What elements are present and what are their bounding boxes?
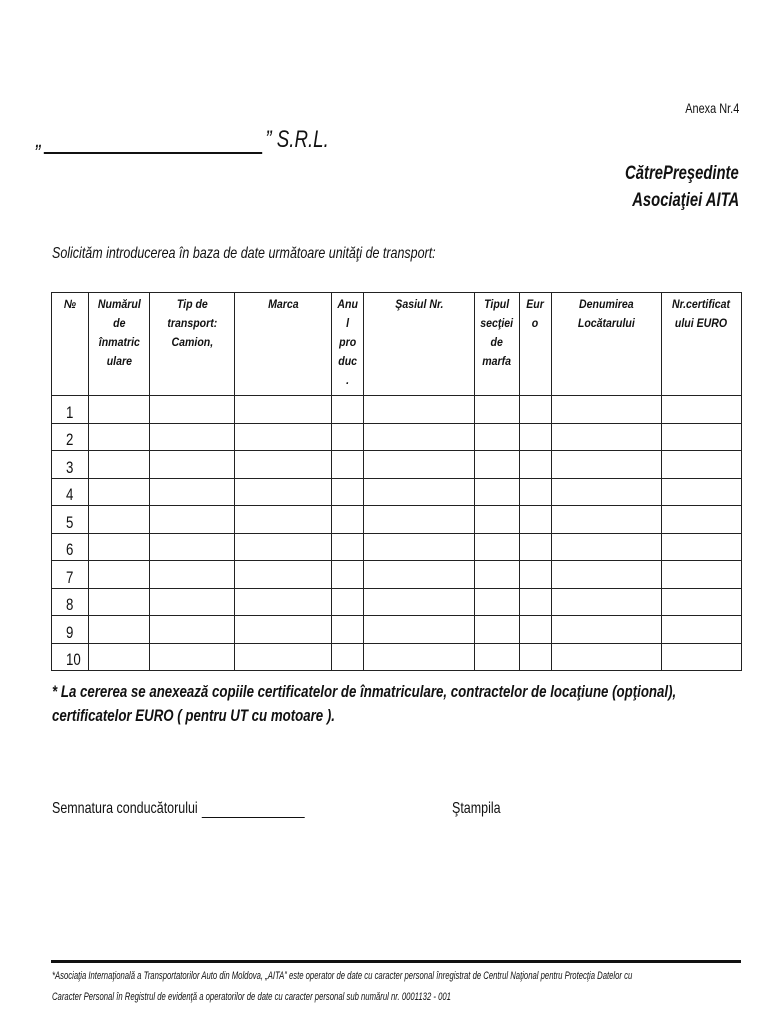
table-cell[interactable] (520, 561, 552, 589)
table-cell[interactable] (235, 533, 332, 561)
table-cell[interactable] (662, 396, 742, 424)
table-row (52, 451, 742, 479)
table-row (52, 616, 742, 644)
column-header-line: pro (338, 335, 356, 349)
table-cell[interactable] (520, 396, 552, 424)
table-cell[interactable] (364, 616, 475, 644)
table-row (52, 423, 742, 451)
table-cell[interactable] (364, 588, 475, 616)
footer-line-2: Caracter Personal în Registrul de evidenţă a operatorilor de date cu caracter personal sub numărul nr. 0001132 - 001 (52, 991, 451, 1003)
table-cell[interactable] (552, 396, 662, 424)
table-cell[interactable] (235, 588, 332, 616)
column-header-line: № (63, 297, 77, 311)
table-cell[interactable] (662, 506, 742, 534)
table-cell[interactable] (520, 506, 552, 534)
row-number: 10 (52, 643, 89, 671)
table-cell[interactable] (662, 561, 742, 589)
column-header-line: Nr.certificat (672, 297, 731, 311)
column-header-line: Şasiul Nr. (394, 297, 444, 311)
table-row (52, 643, 742, 671)
table-cell[interactable] (364, 423, 475, 451)
column-header-7 (475, 293, 520, 396)
table-cell[interactable] (89, 588, 150, 616)
table-cell[interactable] (150, 396, 235, 424)
table-cell[interactable] (150, 506, 235, 534)
table-cell[interactable] (332, 588, 364, 616)
table-cell[interactable] (475, 616, 520, 644)
table-cell[interactable] (89, 423, 150, 451)
table-cell[interactable] (150, 561, 235, 589)
column-header-line: Anu (337, 297, 358, 311)
table-cell[interactable] (520, 588, 552, 616)
intro-text: Solicităm introducerea în baza de date următoare unităţi de transport: (52, 245, 436, 262)
table-cell[interactable] (552, 478, 662, 506)
column-header-line: duc (338, 354, 357, 368)
row-number: 4 (52, 478, 89, 506)
attachment-note (52, 680, 770, 728)
table-cell[interactable] (475, 533, 520, 561)
addressee-block (593, 160, 739, 214)
table-cell[interactable] (332, 396, 364, 424)
row-number: 8 (52, 588, 89, 616)
addressee-line-2: Asociaţiei AITA (631, 190, 739, 211)
table-cell[interactable] (150, 423, 235, 451)
table-cell[interactable] (235, 643, 332, 671)
table-cell[interactable] (89, 506, 150, 534)
table-cell[interactable] (364, 533, 475, 561)
table-cell[interactable] (89, 451, 150, 479)
column-header-5 (332, 293, 364, 396)
table-cell[interactable] (332, 561, 364, 589)
table-cell[interactable] (552, 451, 662, 479)
table-cell[interactable] (475, 506, 520, 534)
signature-block (52, 800, 376, 818)
table-cell[interactable] (475, 643, 520, 671)
table-cell[interactable] (475, 451, 520, 479)
table-cell[interactable] (520, 643, 552, 671)
table-row (52, 588, 742, 616)
table-cell[interactable] (475, 588, 520, 616)
table-row (52, 533, 742, 561)
table-row (52, 506, 742, 534)
table-cell[interactable] (552, 616, 662, 644)
company-name-blank[interactable] (44, 132, 262, 154)
table-cell[interactable] (520, 616, 552, 644)
table-cell[interactable] (332, 478, 364, 506)
column-header-line: ulare (106, 354, 132, 368)
column-header-line: Tip de (176, 297, 208, 311)
column-header-line: Locătarului (578, 316, 635, 330)
table-cell[interactable] (332, 533, 364, 561)
column-header-line: de (112, 316, 126, 330)
table-header-row (52, 293, 742, 396)
table-cell[interactable] (364, 506, 475, 534)
table-cell[interactable] (150, 533, 235, 561)
column-header-line: Tipul (484, 297, 510, 311)
table-cell[interactable] (552, 561, 662, 589)
signature-line[interactable] (202, 801, 305, 818)
table-cell[interactable] (89, 643, 150, 671)
column-header-1 (52, 293, 89, 396)
table-row (52, 396, 742, 424)
footer-disclaimer (52, 966, 770, 1008)
table-row (52, 478, 742, 506)
stamp-label: Ştampila (452, 800, 501, 817)
column-header-line: Eur (526, 297, 545, 311)
column-header-line: Numărul (97, 297, 141, 311)
table-cell[interactable] (235, 396, 332, 424)
column-header-line: Camion, (171, 335, 213, 349)
column-header-line: Marca (267, 297, 299, 311)
company-prefix: „ (36, 126, 43, 153)
column-header-3 (150, 293, 235, 396)
column-header-4 (235, 293, 332, 396)
table-body (52, 396, 742, 671)
table-cell[interactable] (364, 561, 475, 589)
table-cell[interactable] (332, 643, 364, 671)
signature-label: Semnatura conducătorului (52, 800, 198, 817)
table-cell[interactable] (520, 451, 552, 479)
transport-units-table (51, 292, 742, 671)
column-header-line: l (346, 316, 349, 330)
row-number: 7 (52, 561, 89, 589)
annex-number: Anexa Nr.4 (684, 100, 739, 116)
table-cell[interactable] (89, 561, 150, 589)
column-header-line: Denumirea (579, 297, 634, 311)
table-cell[interactable] (332, 423, 364, 451)
table-cell[interactable] (475, 423, 520, 451)
table-cell[interactable] (662, 423, 742, 451)
table-cell[interactable] (364, 643, 475, 671)
table-cell[interactable] (235, 506, 332, 534)
table-cell[interactable] (235, 451, 332, 479)
table-cell[interactable] (475, 396, 520, 424)
table-cell[interactable] (364, 478, 475, 506)
table-cell[interactable] (150, 451, 235, 479)
table-row (52, 561, 742, 589)
table-cell[interactable] (662, 533, 742, 561)
table-cell[interactable] (475, 478, 520, 506)
column-header-10 (662, 293, 742, 396)
table-cell[interactable] (332, 616, 364, 644)
column-header-line: marfa (482, 354, 512, 368)
table-cell[interactable] (662, 478, 742, 506)
column-header-line: transport: (167, 316, 217, 330)
table-cell[interactable] (235, 616, 332, 644)
table-cell[interactable] (364, 451, 475, 479)
column-header-line: ului EURO (675, 316, 728, 330)
footer-divider (51, 960, 741, 963)
table-cell[interactable] (150, 588, 235, 616)
column-header-line: o (532, 316, 539, 330)
column-header-line: înmatric (98, 335, 140, 349)
table-cell[interactable] (552, 423, 662, 451)
table-cell[interactable] (235, 423, 332, 451)
table-cell[interactable] (150, 616, 235, 644)
row-number: 2 (52, 423, 89, 451)
row-number: 6 (52, 533, 89, 561)
table-cell[interactable] (332, 451, 364, 479)
table-cell[interactable] (520, 533, 552, 561)
column-header-2 (89, 293, 150, 396)
addressee-line-1: CătrePreşedinte (625, 163, 739, 184)
table-cell[interactable] (364, 396, 475, 424)
column-header-6 (364, 293, 475, 396)
table-cell[interactable] (150, 643, 235, 671)
row-number: 9 (52, 616, 89, 644)
table-cell[interactable] (235, 561, 332, 589)
table-cell[interactable] (332, 506, 364, 534)
company-suffix: ” S.R.L. (265, 126, 329, 153)
table-cell[interactable] (662, 588, 742, 616)
table-cell[interactable] (552, 506, 662, 534)
footer-line-1: *Asociaţia Internaţională a Transportatorilor Auto din Moldova, „AITA” este operator de date cu caracter personal înregistrat de Centrul Naţional pentru Protecţia Datelor cu (52, 970, 633, 982)
attachment-note-line-1: * La cererea se anexează copiile certificatelor de înmatriculare, contractelor de locaţiune (opţional), (52, 682, 677, 701)
row-number: 1 (52, 396, 89, 424)
table-cell[interactable] (552, 533, 662, 561)
table-cell[interactable] (475, 561, 520, 589)
table-cell[interactable] (662, 643, 742, 671)
row-number: 5 (52, 506, 89, 534)
table-cell[interactable] (89, 533, 150, 561)
table-cell[interactable] (89, 478, 150, 506)
table-cell[interactable] (662, 616, 742, 644)
column-header-9 (552, 293, 662, 396)
column-header-8 (520, 293, 552, 396)
table-cell[interactable] (520, 478, 552, 506)
table-cell[interactable] (89, 396, 150, 424)
table-cell[interactable] (662, 451, 742, 479)
table-cell[interactable] (520, 423, 552, 451)
column-header-line: de (490, 335, 504, 349)
row-number: 3 (52, 451, 89, 479)
attachment-note-line-2: certificatelor EURO ( pentru UT cu motoare ). (52, 706, 335, 725)
table-cell[interactable] (150, 478, 235, 506)
table-cell[interactable] (89, 616, 150, 644)
table-cell[interactable] (552, 643, 662, 671)
table-cell[interactable] (552, 588, 662, 616)
table-cell[interactable] (235, 478, 332, 506)
column-header-line: secţiei (480, 316, 514, 330)
company-name-line (36, 126, 411, 154)
column-header-line: . (346, 373, 349, 387)
